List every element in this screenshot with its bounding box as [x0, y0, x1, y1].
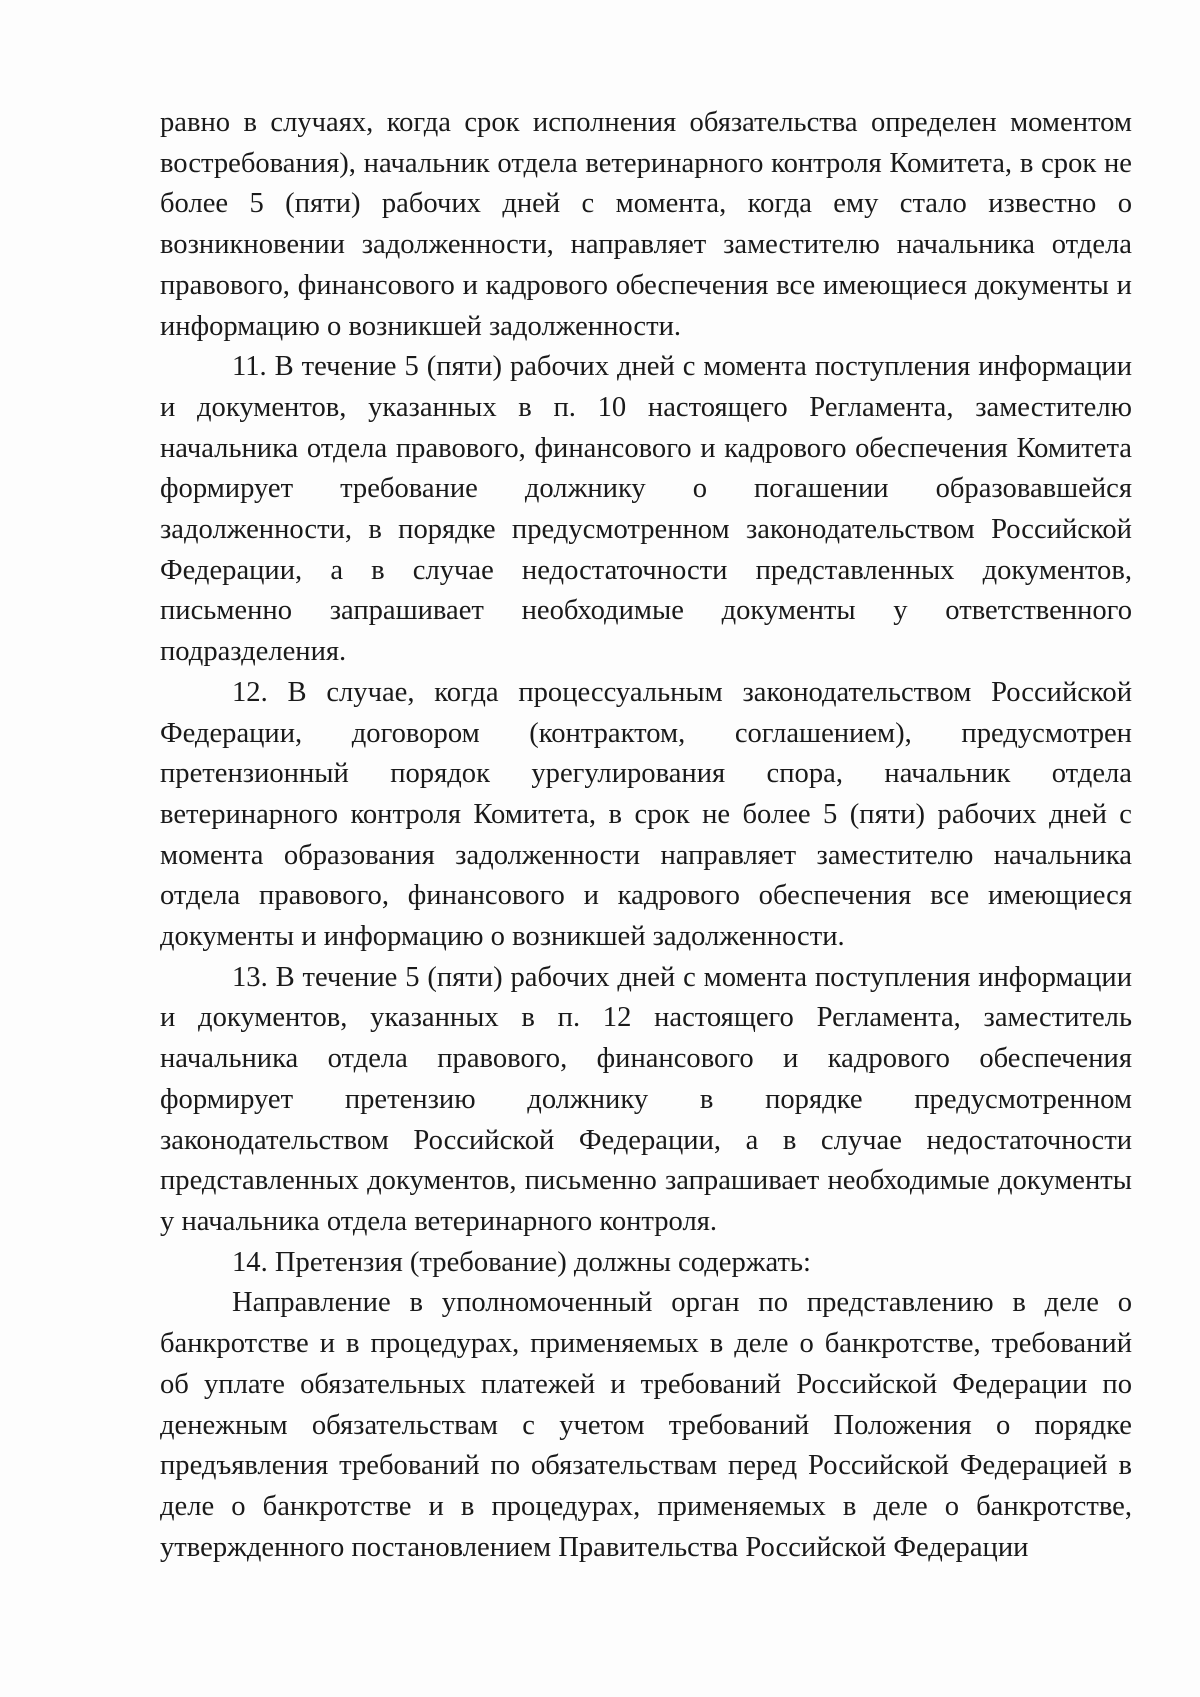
paragraph-14: 14. Претензия (требование) должны содержать: — [232, 1246, 811, 1278]
paragraph-12: 12. В случае, когда процессуальным законодательством Российской Федерации, договором (контрактом, соглашением), предусмотрен претензионный порядок урегулирования спора, начальник отдела ветеринарного контроля Комитета, в срок не более 5 (пяти) рабочих дней с момента образования задолженности направляет заместителю начальника отдела правового, финансового и кадрового обеспечения все имеющиеся документы и информацию о возникшей задолженности. — [160, 676, 1132, 953]
paragraph-10-continuation: равно в случаях, когда срок исполнения обязательства определен моментом востребования), начальник отдела ветеринарного контроля Комитета, в срок не более 5 (пяти) рабочих дней с момента, когда ему стало известно о возникновении задолженности, направляет заместителю начальника отдела правового, финансового и кадрового обеспечения все имеющиеся документы и информацию о возникшей задолженности. — [160, 107, 1132, 342]
paragraph-13: 13. В течение 5 (пяти) рабочих дней с момента поступления информации и документов, указанных в п. 12 настоящего Регламента, заместитель начальника отдела правового, финансового и кадрового обеспечения формирует претензию должнику в порядке предусмотренном законодательством Российской Федерации, а в случае недостаточности представленных документов, письменно запрашивает необходимые документы у начальника отдела ветеринарного контроля. — [160, 961, 1132, 1237]
paragraph-14-item: Направление в уполномоченный орган по представлению в деле о банкротстве и в процедурах, применяемых в деле о банкротстве, требований об уплате обязательных платежей и требований Российской Федерации по денежным обязательствам с учетом требований Положения о порядке предъявления требований по обязательствам перед Российской Федерацией в деле о банкротстве и в процедурах, применяемых в деле о банкротстве, утвержденного постановлением Правительства Российской Федерации — [160, 1287, 1132, 1563]
paragraph-11: 11. В течение 5 (пяти) рабочих дней с момента поступления информации и документов, указанных в п. 10 настоящего Регламента, заместителю начальника отдела правового, финансового и кадрового обеспечения Комитета формирует требование должнику о погашении образовавшейся задолженности, в порядке предусмотренном законодательством Российской Федерации, а в случае недостаточности представленных документов, письменно запрашивает необходимые документы у ответственного подразделения. — [160, 351, 1132, 668]
document-body — [160, 103, 1132, 1568]
